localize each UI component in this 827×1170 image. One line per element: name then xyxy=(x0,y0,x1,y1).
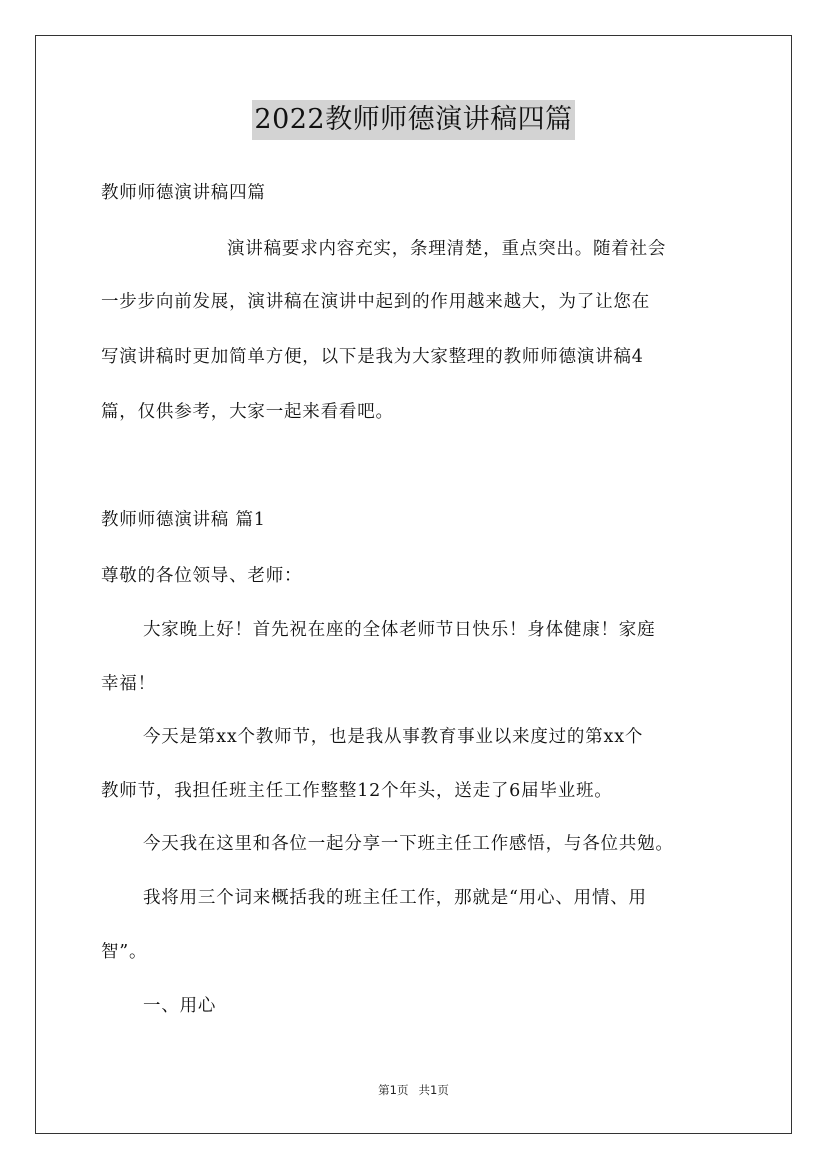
intro-line-2: 一步步向前发展，演讲稿在演讲中起到的作用越来越大，为了让您在 xyxy=(101,292,650,312)
page-number-total: 共1页 xyxy=(418,1083,449,1097)
page-footer xyxy=(0,1082,827,1098)
body-line-8: 一、用心 xyxy=(143,996,217,1016)
body-line-5: 今天我在这里和各位一起分享一下班主任工作感悟，与各位共勉。 xyxy=(143,834,674,854)
document-title: 2022教师师德演讲稿四篇 xyxy=(252,100,574,140)
section-heading: 教师师德演讲稿 篇1 xyxy=(101,510,266,530)
body-line-2: 幸福！ xyxy=(101,674,156,694)
body-line-3: 今天是第xx个教师节，也是我从事教育事业以来度过的第xx个 xyxy=(143,727,644,747)
body-line-4: 教师节，我担任班主任工作整整12个年头，送走了6届毕业班。 xyxy=(101,781,613,801)
salutation: 尊敬的各位领导、老师： xyxy=(101,566,303,586)
intro-line-4: 篇，仅供参考，大家一起来看看吧。 xyxy=(101,402,394,422)
document-subtitle: 教师师德演讲稿四篇 xyxy=(101,183,266,203)
document-title-block xyxy=(0,100,827,140)
body-line-6: 我将用三个词来概括我的班主任工作，那就是“用心、用情、用 xyxy=(143,888,647,908)
body-line-1: 大家晚上好！首先祝在座的全体老师节日快乐！身体健康！家庭 xyxy=(143,620,656,640)
intro-line-1: 演讲稿要求内容充实，条理清楚，重点突出。随着社会 xyxy=(227,239,667,259)
page-number-current: 第1页 xyxy=(378,1083,409,1097)
body-line-7: 智”。 xyxy=(101,942,148,962)
intro-line-3: 写演讲稿时更加简单方便，以下是我为大家整理的教师师德演讲稿4 xyxy=(101,347,644,367)
